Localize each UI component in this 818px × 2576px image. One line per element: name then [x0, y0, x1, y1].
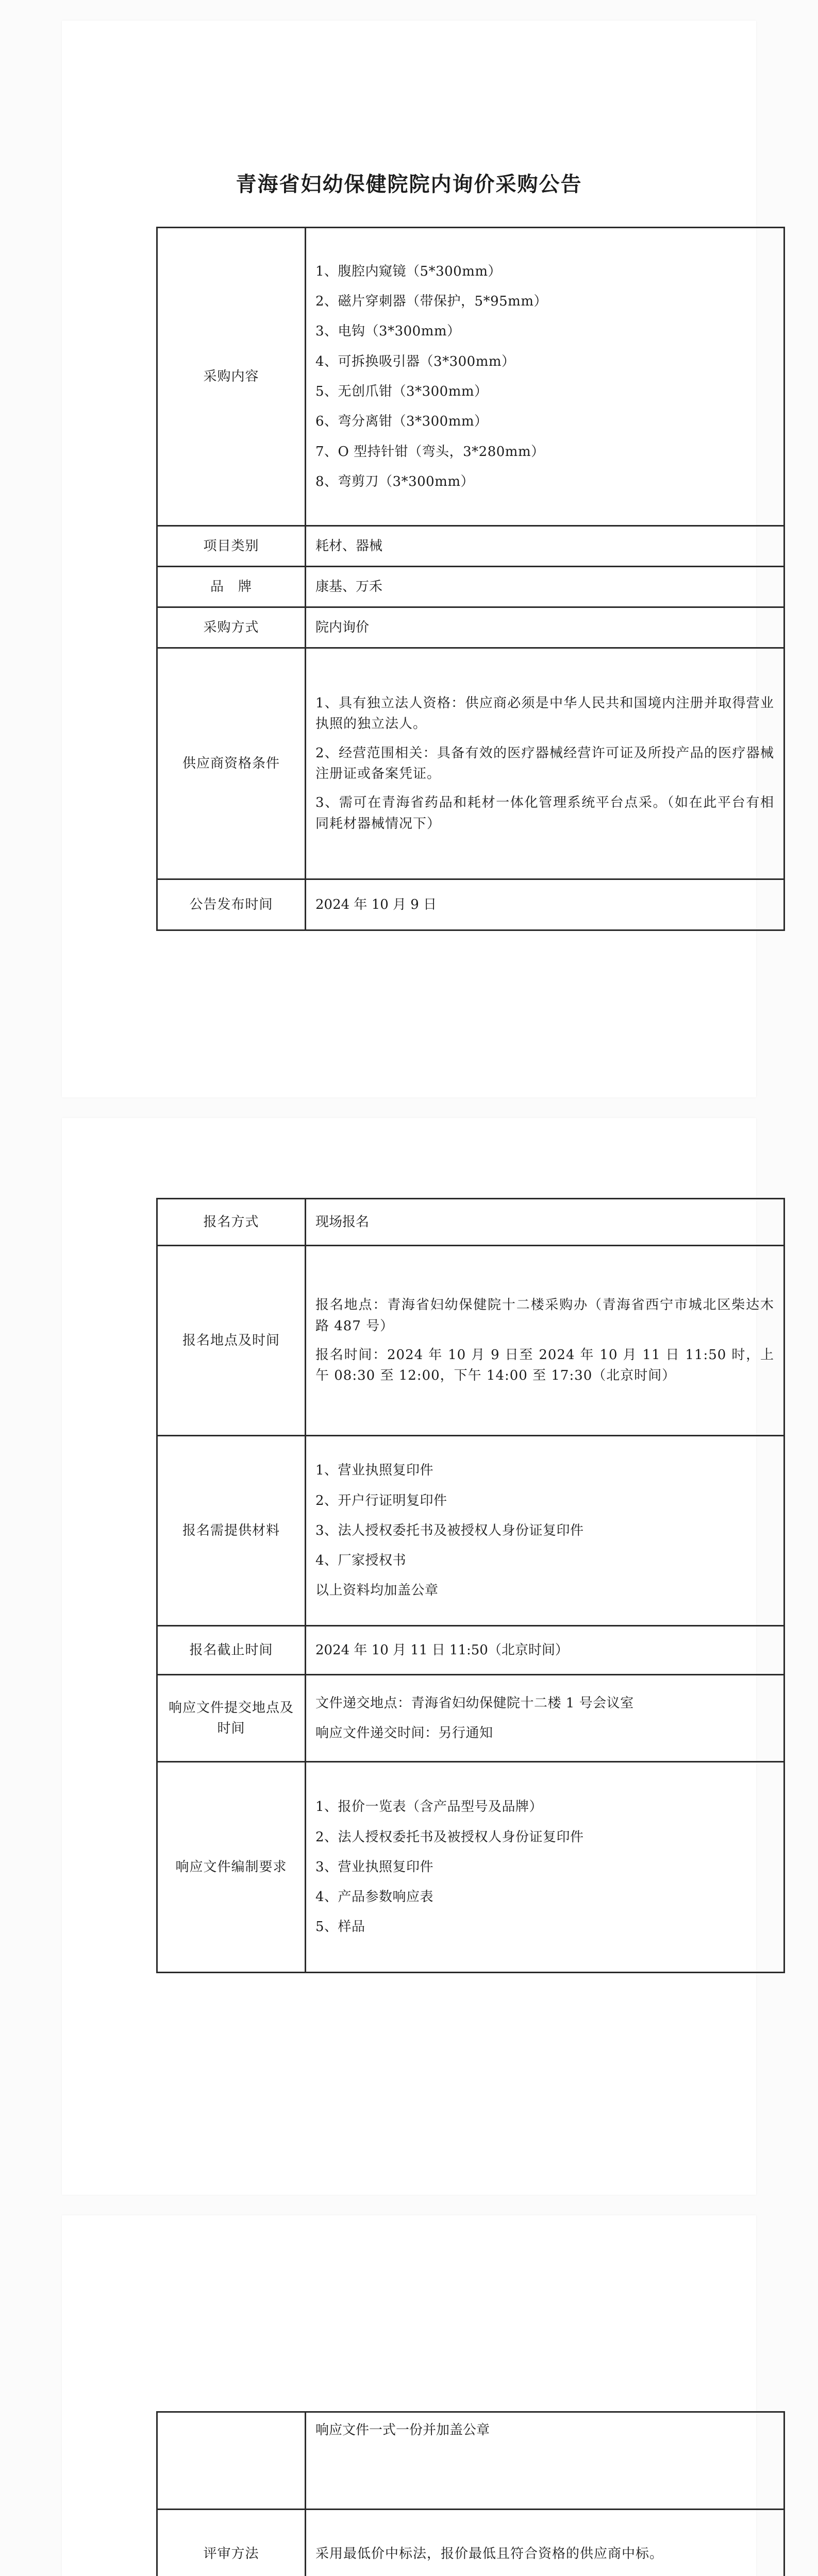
material-item: 1、营业执照复印件	[315, 1463, 434, 1479]
prep-item: 2、法人授权委托书及被授权人身份证复印件	[315, 1829, 584, 1845]
material-item: 4、厂家授权书	[315, 1553, 407, 1569]
reg-method-label: 报名方式	[157, 1199, 306, 1246]
evaluation-table	[156, 2411, 785, 2576]
prep-item: 1、报价一览表（含产品型号及品牌）	[315, 1799, 543, 1815]
deadline-label: 报名截止时间	[157, 1626, 306, 1675]
table-row	[157, 1436, 784, 1626]
procurement-table	[156, 227, 785, 931]
reg-place-label: 报名地点及时间	[157, 1246, 306, 1436]
table-row	[157, 2412, 784, 2510]
submit-label: 响应文件提交地点及时间	[157, 1675, 306, 1762]
table-row	[157, 228, 784, 526]
procurement-item: 3、电钩（3*300mm）	[315, 324, 461, 340]
table-row	[157, 2510, 784, 2576]
prep-item: 3、营业执照复印件	[315, 1859, 434, 1875]
table-row	[157, 648, 784, 879]
document-page-3	[62, 2215, 756, 2576]
procurement-item: 7、O 型持针钳（弯头，3*280mm）	[315, 444, 545, 460]
procurement-item: 8、弯剪刀（3*300mm）	[315, 473, 475, 489]
materials-label: 报名需提供材料	[157, 1436, 306, 1626]
reg-method-value: 现场报名	[306, 1199, 784, 1246]
qualification-item: 3、需可在青海省药品和耗材一体化管理系统平台点采。（如在此平台有相同耗材器械情况下）	[315, 795, 774, 832]
document-page-2	[62, 1118, 774, 2195]
publish-date-label: 公告发布时间	[157, 879, 306, 930]
continuation-label-cell	[157, 2412, 306, 2510]
prep-item: 5、样品	[315, 1919, 365, 1935]
document-page-1	[62, 21, 774, 1097]
method-label: 采购方式	[157, 607, 306, 648]
publish-date-value: 2024 年 10 月 9 日	[306, 879, 784, 930]
qualification-label: 供应商资格条件	[157, 648, 306, 879]
category-value: 耗材、器械	[306, 526, 784, 567]
table-row	[157, 1626, 784, 1675]
procurement-content-label: 采购内容	[157, 228, 306, 526]
evaluation-value	[306, 2510, 784, 2576]
procurement-item: 5、无创爪钳（3*300mm）	[315, 384, 488, 399]
brand-value: 康基、万禾	[306, 567, 784, 607]
prep-list	[306, 1762, 784, 1973]
continuation-value: 响应文件一式一份并加盖公章	[306, 2412, 784, 2510]
page-title: 青海省妇幼保健院院内询价采购公告	[236, 172, 582, 196]
qualification-item: 1、具有独立法人资格：供应商必须是中华人民共和国境内注册并取得营业执照的独立法人。	[315, 696, 774, 732]
brand-label: 品 牌	[157, 567, 306, 607]
procurement-item: 2、磁片穿刺器（带保护，5*95mm）	[315, 294, 547, 310]
material-item: 以上资料均加盖公章	[315, 1583, 439, 1599]
reg-time-value: 报名时间：2024 年 10 月 9 日至 2024 年 10 月 11 日 11:50 时，上午 08:30 至 12:00，下午 14:00 至 17:30（北京时间）	[315, 1347, 774, 1384]
procurement-item: 4、可拆换吸引器（3*300mm）	[315, 353, 515, 369]
procurement-item: 6、弯分离钳（3*300mm）	[315, 414, 488, 430]
table-row	[157, 1762, 784, 1973]
prep-item: 4、产品参数响应表	[315, 1889, 434, 1905]
table-row	[157, 567, 784, 607]
qualification-items	[306, 648, 784, 879]
category-label: 项目类别	[157, 526, 306, 567]
deadline-value: 2024 年 10 月 11 日 11:50（北京时间）	[306, 1626, 784, 1675]
material-item: 3、法人授权委托书及被授权人身份证复印件	[315, 1522, 584, 1538]
materials-list	[306, 1436, 784, 1626]
reg-place-value: 报名地点：青海省妇幼保健院十二楼采购办（青海省西宁市城北区柴达木路 487 号）	[315, 1297, 774, 1334]
table-row	[157, 879, 784, 930]
submit-cell	[306, 1675, 784, 1762]
material-item: 2、开户行证明复印件	[315, 1493, 447, 1509]
table-row	[157, 1246, 784, 1436]
registration-table	[156, 1198, 785, 1973]
procurement-items	[306, 228, 784, 526]
qualification-item: 2、经营范围相关：具备有效的医疗器械经营许可证及所投产品的医疗器械注册证或备案凭证。	[315, 745, 774, 782]
evaluation-text: 采用最低价中标法，报价最低且符合资格的供应商中标。	[315, 2546, 664, 2562]
table-row	[157, 1199, 784, 1246]
submit-time: 响应文件递交时间：另行通知	[315, 1725, 493, 1741]
prep-label: 响应文件编制要求	[157, 1762, 306, 1973]
reg-place-cell	[306, 1246, 784, 1436]
evaluation-label: 评审方法	[157, 2510, 306, 2576]
procurement-item: 1、腹腔内窥镜（5*300mm）	[315, 263, 502, 279]
table-row	[157, 607, 784, 648]
table-row	[157, 1675, 784, 1762]
submit-place: 文件递交地点：青海省妇幼保健院十二楼 1 号会议室	[315, 1695, 634, 1711]
table-row	[157, 526, 784, 567]
method-value: 院内询价	[306, 607, 784, 648]
